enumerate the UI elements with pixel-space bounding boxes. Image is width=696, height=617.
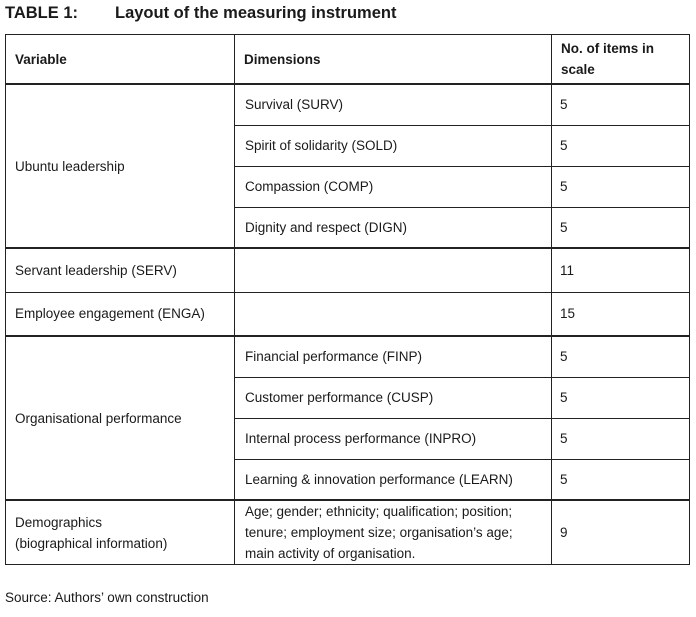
dimension-cell: Spirit of solidarity (SOLD) <box>235 125 552 166</box>
dimension-cell: Survival (SURV) <box>235 84 552 125</box>
variable-cell <box>6 500 235 565</box>
header-variable: Variable <box>6 35 235 85</box>
variable-cell: Employee engagement (ENGA) <box>6 292 235 336</box>
variable-cell: Ubuntu leadership <box>6 84 235 248</box>
dimension-cell: Dignity and respect (DIGN) <box>235 207 552 248</box>
items-cell: 11 <box>552 248 690 292</box>
table-row <box>6 248 690 292</box>
items-cell: 5 <box>552 207 690 248</box>
dimension-line: Age; gender; ethnicity; qualification; position; <box>245 504 513 519</box>
table-row <box>6 336 690 377</box>
items-cell: 5 <box>552 459 690 500</box>
dimension-cell: Customer performance (CUSP) <box>235 377 552 418</box>
items-cell: 15 <box>552 292 690 336</box>
header-items: No. of items in scale <box>552 35 690 85</box>
items-cell: 5 <box>552 377 690 418</box>
dimension-cell: Financial performance (FINP) <box>235 336 552 377</box>
measuring-instrument-table <box>5 34 690 565</box>
items-cell: 5 <box>552 418 690 459</box>
dimension-cell <box>235 248 552 292</box>
dimension-line: tenure; employment size; organisation’s age; <box>245 525 513 540</box>
variable-line: Demographics <box>15 514 103 530</box>
items-cell: 5 <box>552 336 690 377</box>
source-note: Source: Authors’ own construction <box>5 590 209 605</box>
variable-cell: Organisational performance <box>6 336 235 500</box>
items-cell: 5 <box>552 166 690 207</box>
items-cell: 9 <box>552 500 690 565</box>
table-title <box>5 4 396 23</box>
dimension-cell: Learning & innovation performance (LEARN) <box>235 459 552 500</box>
items-cell: 5 <box>552 125 690 166</box>
items-cell: 5 <box>552 84 690 125</box>
table-row <box>6 500 690 565</box>
dimension-cell <box>235 500 552 565</box>
dimension-cell <box>235 292 552 336</box>
header-dimensions: Dimensions <box>235 35 552 85</box>
dimension-cell: Compassion (COMP) <box>235 166 552 207</box>
table-caption: Layout of the measuring instrument <box>115 4 397 22</box>
table-label: TABLE 1: <box>5 4 79 22</box>
header-row <box>6 35 690 85</box>
dimension-line: main activity of organisation. <box>245 546 416 561</box>
table-row <box>6 84 690 125</box>
variable-line: (biographical information) <box>15 535 168 551</box>
dimension-cell: Internal process performance (INPRO) <box>235 418 552 459</box>
table-row <box>6 292 690 336</box>
variable-cell: Servant leadership (SERV) <box>6 248 235 292</box>
